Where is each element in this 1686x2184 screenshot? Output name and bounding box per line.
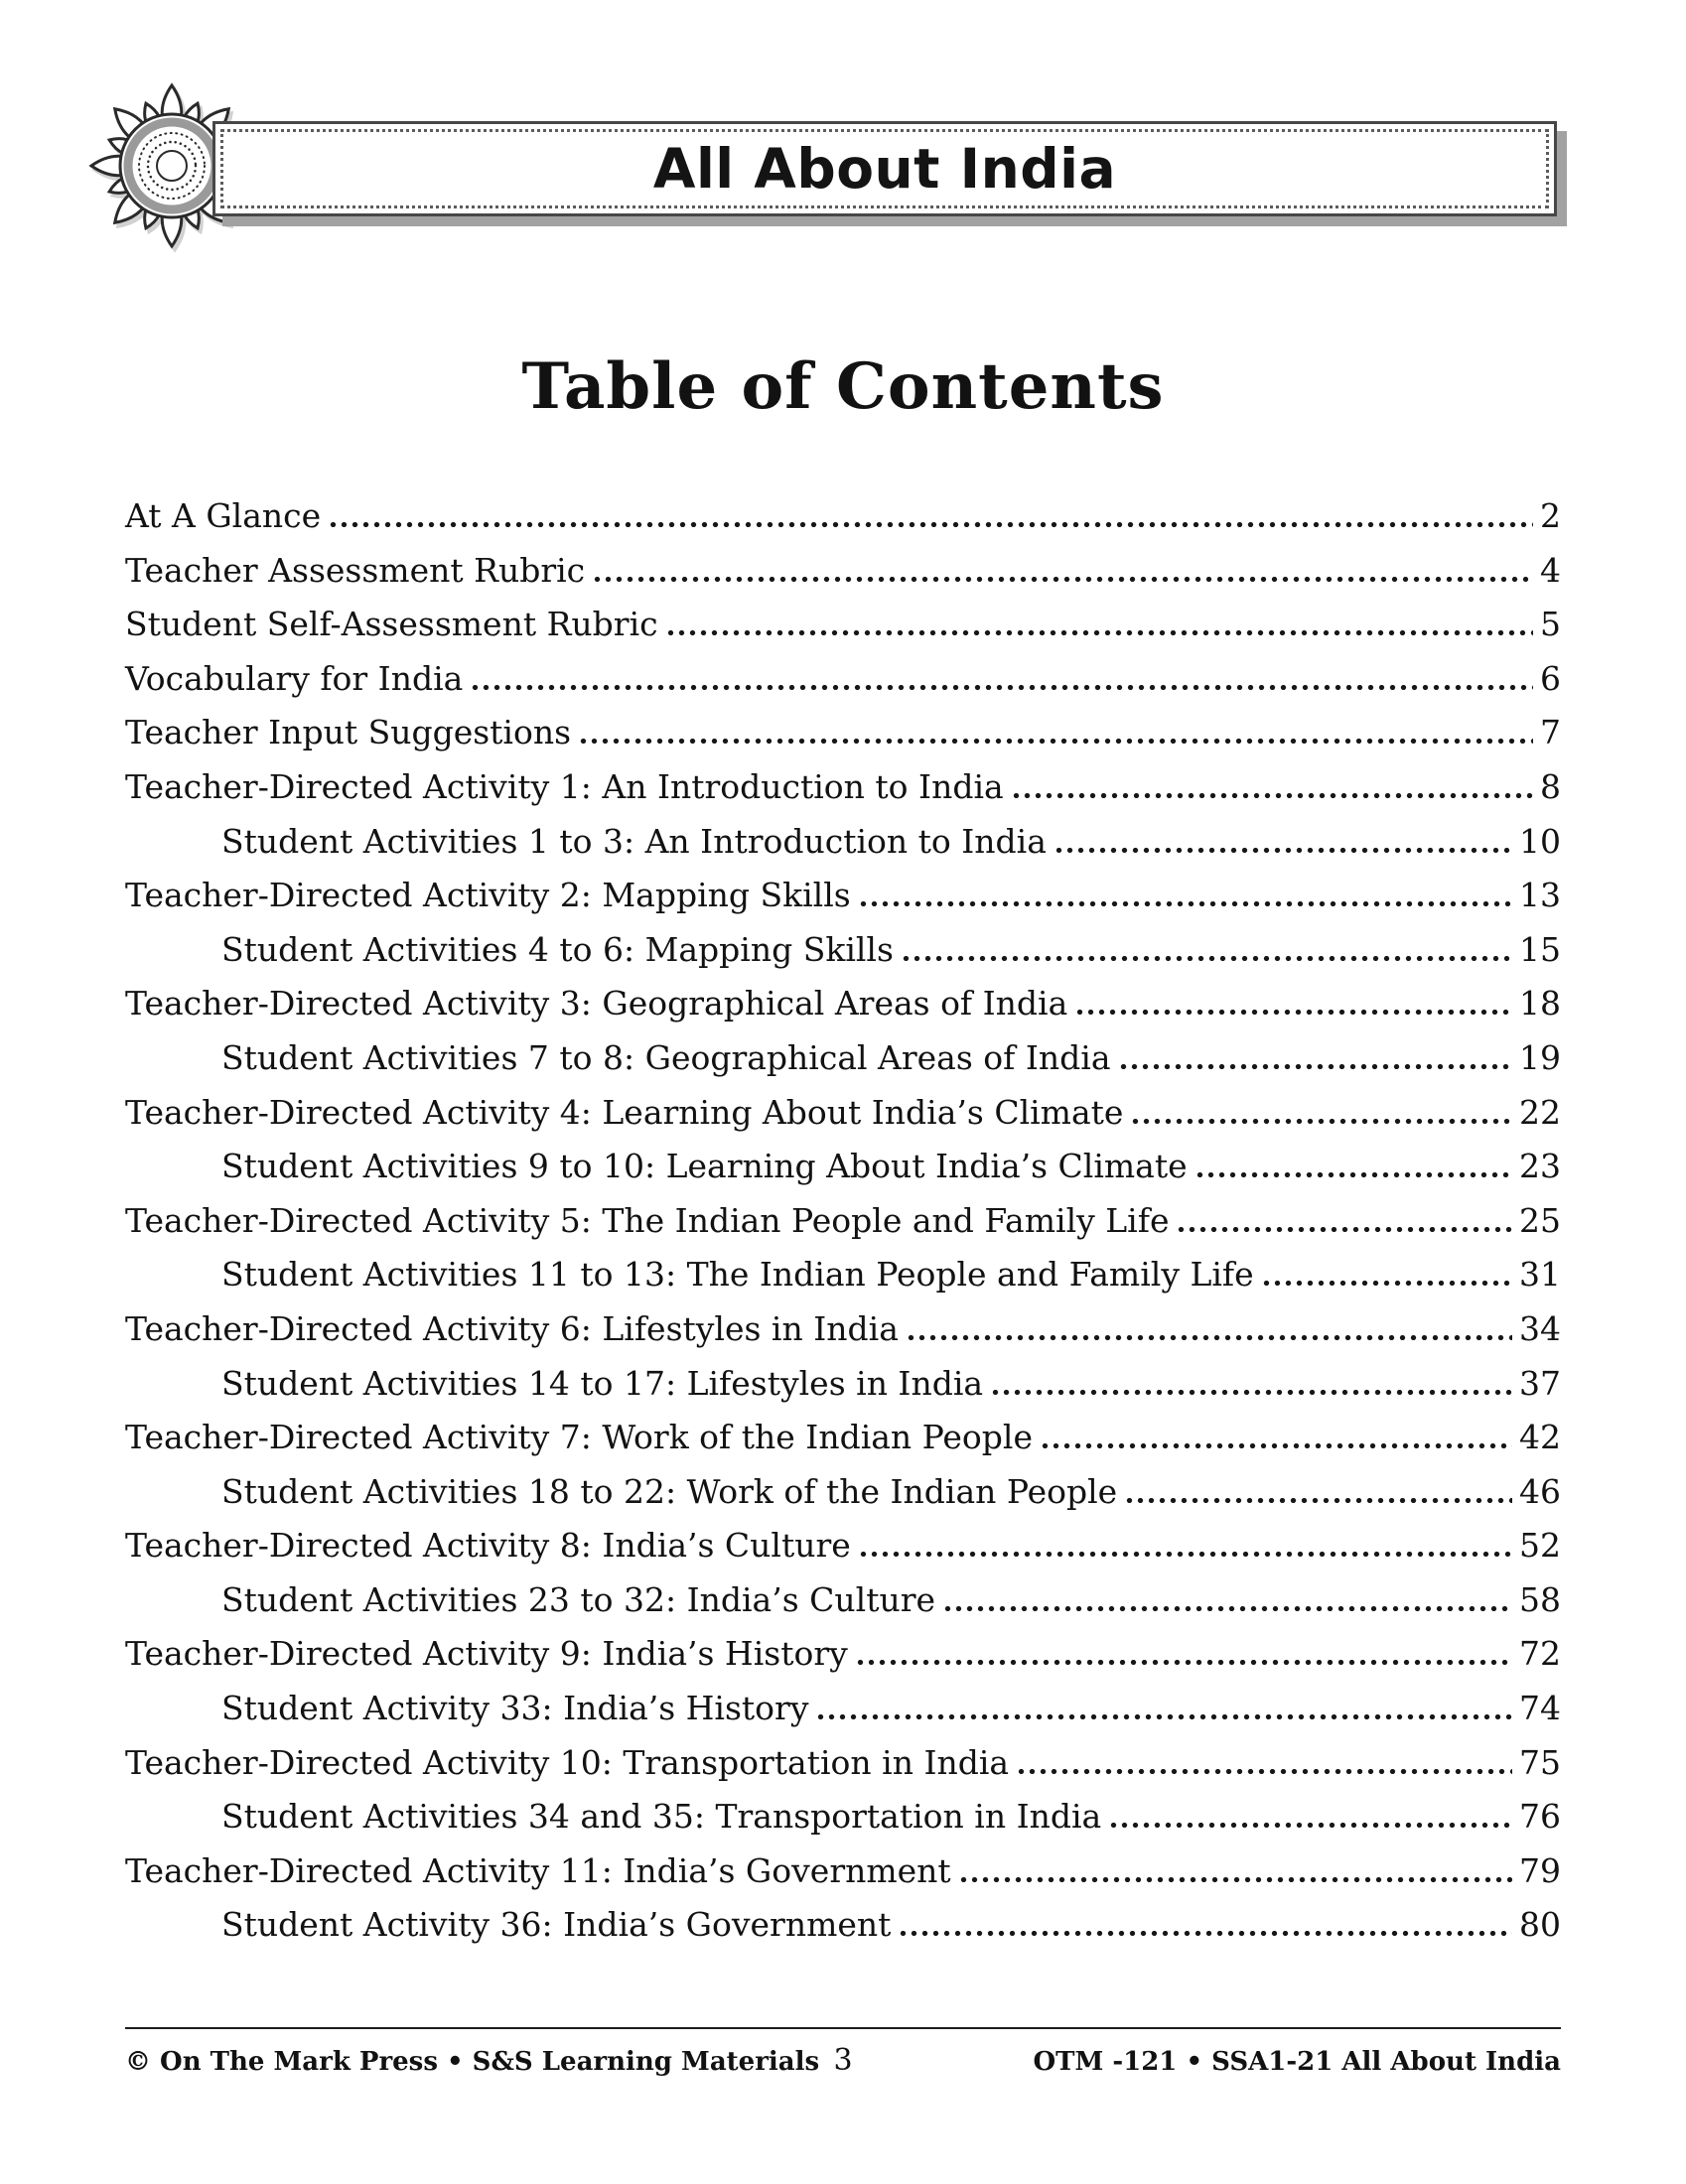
toc-dot-leader bbox=[665, 630, 1533, 635]
toc-entry-page: 6 bbox=[1540, 658, 1561, 698]
toc-entry-label: Teacher-Directed Activity 10: Transportation in India bbox=[125, 1742, 1010, 1782]
toc-dot-leader bbox=[815, 1714, 1512, 1719]
toc-entry-page: 10 bbox=[1519, 821, 1561, 861]
toc-entry-page: 31 bbox=[1519, 1255, 1561, 1295]
toc-entry-page: 34 bbox=[1519, 1308, 1561, 1348]
toc-entry-label: At A Glance bbox=[125, 496, 322, 535]
toc-dot-leader bbox=[470, 685, 1533, 690]
toc-entry-label: Student Activities 1 to 3: An Introduction to India bbox=[221, 821, 1047, 861]
toc-entry-label: Teacher-Directed Activity 1: An Introduction to India bbox=[125, 766, 1004, 806]
toc-entry-label: Student Activities 23 to 32: India’s Culture bbox=[221, 1579, 936, 1619]
toc-entry-label: Teacher-Directed Activity 11: India’s Government bbox=[125, 1850, 951, 1890]
toc-entry-page: 76 bbox=[1519, 1797, 1561, 1837]
footer-divider bbox=[125, 2027, 1561, 2029]
toc-dot-leader bbox=[592, 577, 1533, 582]
toc-entry-label: Student Activity 33: India’s History bbox=[221, 1689, 809, 1728]
toc-dot-leader bbox=[1261, 1281, 1512, 1286]
toc-entry-page: 74 bbox=[1519, 1689, 1561, 1728]
toc-entry-page: 79 bbox=[1519, 1850, 1561, 1890]
toc-dot-leader bbox=[1074, 1010, 1512, 1015]
footer-copyright: © On The Mark Press • S&S Learning Materials bbox=[125, 2047, 820, 2077]
toc-entry-page: 42 bbox=[1519, 1418, 1561, 1457]
toc-dot-leader bbox=[906, 1335, 1512, 1340]
toc-dot-leader bbox=[855, 1660, 1512, 1665]
footer-page-number: 3 bbox=[833, 2043, 853, 2078]
toc-entry-label: Student Activities 34 and 35: Transportation in India bbox=[221, 1797, 1102, 1837]
toc-entry bbox=[125, 659, 1561, 714]
toc-dot-leader bbox=[898, 1931, 1512, 1936]
toc-entry-label: Teacher-Directed Activity 4: Learning About India’s Climate bbox=[125, 1092, 1124, 1132]
toc-entry bbox=[125, 713, 1561, 767]
toc-entry bbox=[125, 1093, 1561, 1148]
table-of-contents bbox=[125, 496, 1561, 1960]
title-banner-inner-border bbox=[220, 129, 1549, 208]
toc-entry bbox=[125, 767, 1561, 822]
toc-entry-label: Student Activities 4 to 6: Mapping Skills bbox=[221, 929, 894, 969]
page-footer bbox=[125, 2043, 1561, 2078]
toc-entry bbox=[125, 1526, 1561, 1580]
toc-entry-page: 22 bbox=[1519, 1092, 1561, 1132]
toc-entry-label: Teacher Input Suggestions bbox=[125, 713, 572, 752]
toc-entry bbox=[125, 1797, 1561, 1851]
toc-dot-leader bbox=[1124, 1498, 1512, 1503]
toc-entry-label: Student Self-Assessment Rubric bbox=[125, 605, 658, 644]
toc-entry bbox=[125, 605, 1561, 659]
toc-entry bbox=[125, 1905, 1561, 1960]
toc-dot-leader bbox=[901, 956, 1512, 961]
toc-entry-page: 72 bbox=[1519, 1634, 1561, 1674]
toc-entry bbox=[125, 1580, 1561, 1635]
toc-dot-leader bbox=[858, 1552, 1512, 1557]
toc-entry-page: 80 bbox=[1519, 1905, 1561, 1945]
toc-entry bbox=[125, 1851, 1561, 1906]
toc-entry-page: 46 bbox=[1519, 1471, 1561, 1511]
toc-entry-label: Student Activities 18 to 22: Work of the Indian People bbox=[221, 1471, 1118, 1511]
toc-dot-leader bbox=[1016, 1769, 1512, 1774]
book-title: All About India bbox=[652, 137, 1117, 201]
toc-entry bbox=[125, 1634, 1561, 1689]
toc-entry-label: Teacher-Directed Activity 9: India’s History bbox=[125, 1634, 848, 1674]
toc-entry-page: 5 bbox=[1540, 605, 1561, 644]
toc-entry bbox=[125, 1418, 1561, 1472]
toc-entry-page: 13 bbox=[1519, 876, 1561, 915]
title-banner bbox=[212, 121, 1557, 216]
toc-dot-leader bbox=[1108, 1823, 1512, 1828]
toc-entry bbox=[125, 496, 1561, 551]
toc-dot-leader bbox=[1118, 1064, 1513, 1069]
toc-entry-label: Teacher-Directed Activity 8: India’s Culture bbox=[125, 1526, 851, 1566]
toc-dot-leader bbox=[1130, 1119, 1512, 1124]
toc-entry bbox=[125, 1038, 1561, 1093]
toc-entry-page: 15 bbox=[1519, 929, 1561, 969]
toc-entry bbox=[125, 1472, 1561, 1527]
toc-dot-leader bbox=[1176, 1227, 1512, 1232]
toc-entry-label: Student Activities 9 to 10: Learning About India’s Climate bbox=[221, 1147, 1188, 1186]
toc-entry-label: Student Activities 11 to 13: The Indian People and Family Life bbox=[221, 1255, 1254, 1295]
toc-entry-page: 23 bbox=[1519, 1147, 1561, 1186]
toc-entry-page: 25 bbox=[1519, 1200, 1561, 1240]
toc-entry bbox=[125, 551, 1561, 606]
toc-entry-label: Student Activities 7 to 8: Geographical Areas of India bbox=[221, 1037, 1111, 1077]
toc-entry bbox=[125, 1309, 1561, 1364]
toc-entry bbox=[125, 876, 1561, 930]
toc-entry-label: Student Activity 36: India’s Government bbox=[221, 1905, 892, 1945]
toc-entry-label: Teacher-Directed Activity 7: Work of the Indian People bbox=[125, 1418, 1033, 1457]
toc-dot-leader bbox=[1194, 1172, 1512, 1177]
toc-entry bbox=[125, 1255, 1561, 1309]
toc-entry-page: 7 bbox=[1540, 713, 1561, 752]
toc-dot-leader bbox=[328, 522, 1533, 527]
toc-entry-page: 8 bbox=[1540, 766, 1561, 806]
page-title: Table of Contents bbox=[521, 349, 1165, 424]
toc-dot-leader bbox=[858, 901, 1512, 906]
toc-dot-leader bbox=[578, 739, 1533, 744]
toc-entry bbox=[125, 1689, 1561, 1743]
toc-entry-label: Teacher-Directed Activity 3: Geographical Areas of India bbox=[125, 984, 1068, 1024]
toc-entry-label: Student Activities 14 to 17: Lifestyles in India bbox=[221, 1363, 984, 1403]
toc-entry bbox=[125, 984, 1561, 1038]
toc-entry-page: 75 bbox=[1519, 1742, 1561, 1782]
toc-entry-label: Teacher-Directed Activity 2: Mapping Skills bbox=[125, 876, 851, 915]
toc-dot-leader bbox=[1040, 1443, 1512, 1448]
toc-dot-leader bbox=[1054, 848, 1512, 853]
toc-entry bbox=[125, 1364, 1561, 1419]
toc-entry-label: Teacher Assessment Rubric bbox=[125, 550, 586, 590]
toc-entry bbox=[125, 930, 1561, 985]
toc-entry bbox=[125, 822, 1561, 877]
toc-entry-label: Vocabulary for India bbox=[125, 658, 464, 698]
toc-entry-page: 2 bbox=[1540, 496, 1561, 535]
toc-dot-leader bbox=[942, 1606, 1512, 1611]
toc-entry bbox=[125, 1743, 1561, 1798]
toc-entry-page: 19 bbox=[1519, 1037, 1561, 1077]
toc-entry-page: 37 bbox=[1519, 1363, 1561, 1403]
toc-entry bbox=[125, 1201, 1561, 1256]
toc-entry-label: Teacher-Directed Activity 5: The Indian People and Family Life bbox=[125, 1200, 1170, 1240]
toc-dot-leader bbox=[958, 1877, 1512, 1882]
toc-entry-page: 58 bbox=[1519, 1579, 1561, 1619]
toc-entry-page: 52 bbox=[1519, 1526, 1561, 1566]
toc-dot-leader bbox=[990, 1390, 1512, 1395]
toc-entry-label: Teacher-Directed Activity 6: Lifestyles in India bbox=[125, 1308, 899, 1348]
toc-entry-page: 18 bbox=[1519, 984, 1561, 1024]
footer-product-code: OTM -121 • SSA1-21 All About India bbox=[1033, 2047, 1561, 2077]
toc-entry bbox=[125, 1147, 1561, 1201]
toc-dot-leader bbox=[1011, 793, 1533, 798]
toc-entry-page: 4 bbox=[1540, 550, 1561, 590]
